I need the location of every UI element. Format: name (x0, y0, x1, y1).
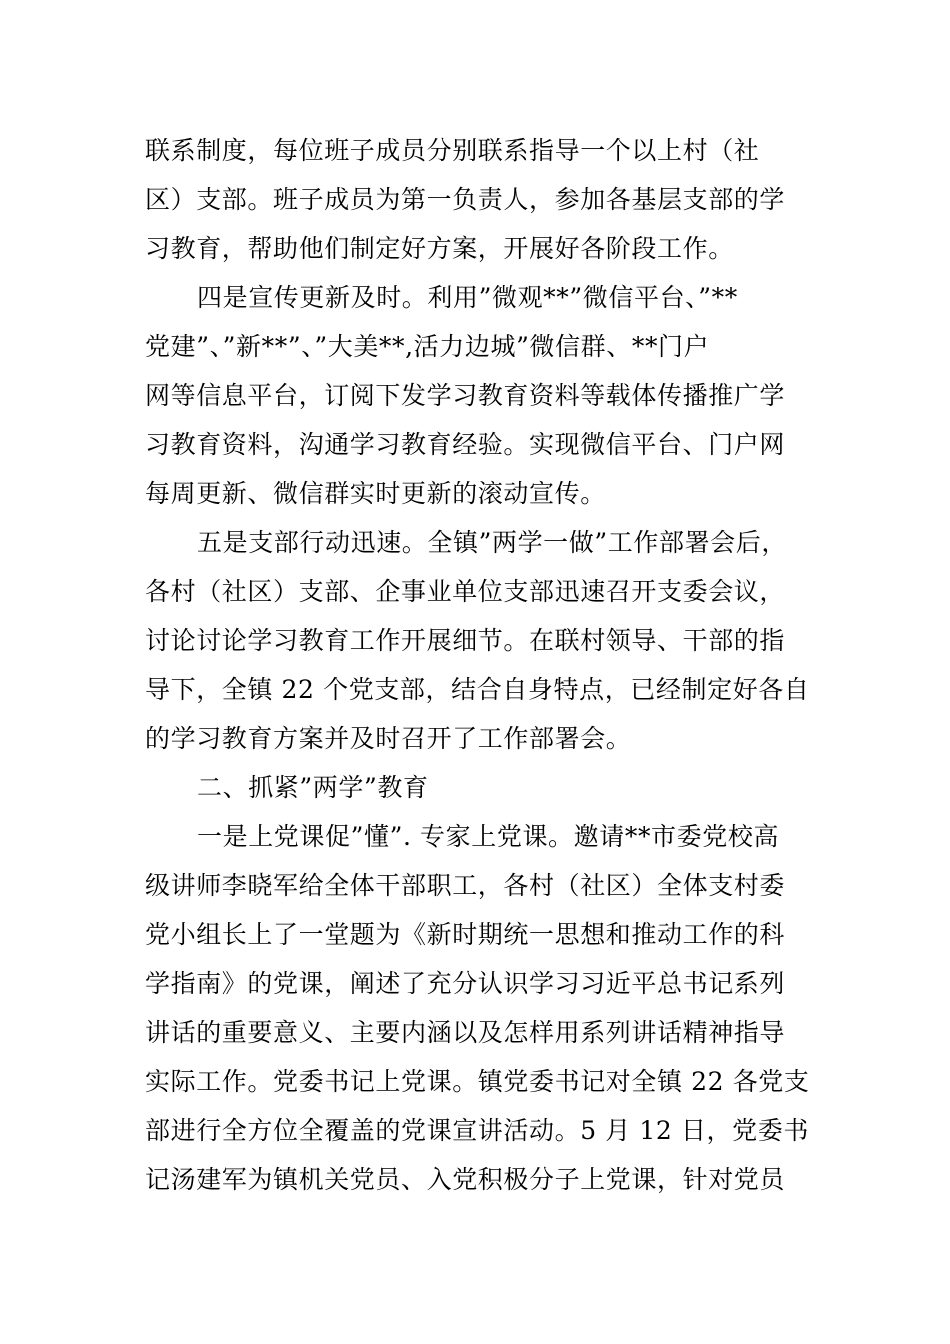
text-line: 导下，全镇 22 个党支部，结合自身特点，已经制定好各自 (145, 675, 810, 704)
document-body (145, 126, 810, 1204)
text-line: 习教育，帮助他们制定好方案，开展好各阶段工作。 (145, 234, 734, 263)
text-line: 五是支部行动迅速。全镇”两学一做”工作部署会后， (197, 528, 787, 557)
text-line: 党小组长上了一堂题为《新时期统一思想和推动工作的科 (145, 920, 786, 949)
text-line: 实际工作。党委书记上党课。镇党委书记对全镇 22 各党支 (145, 1067, 810, 1096)
text-line: 各村（社区）支部、企事业单位支部迅速召开支委会议， (145, 577, 786, 606)
text-line: 党建”、”新**”、”大美**,活力边城”微信群、**门户 (145, 332, 710, 361)
text-line: 讲话的重要意义、主要内涵以及怎样用系列讲话精神指导 (145, 1018, 786, 1047)
text-line: 区）支部。班子成员为第一负责人，参加各基层支部的学 (145, 185, 786, 214)
text-line: 联系制度，每位班子成员分别联系指导一个以上村（社 (145, 136, 760, 165)
text-line: 讨论讨论学习教育工作开展细节。在联村领导、干部的指 (145, 626, 786, 655)
text-line: 的学习教育方案并及时召开了工作部署会。 (145, 724, 632, 753)
text-line: 部进行全方位全覆盖的党课宣讲活动。5 月 12 日，党委书 (145, 1116, 809, 1145)
text-line: 一是上党课促”懂”. 专家上党课。邀请**市委党校高 (197, 822, 780, 851)
text-line: 四是宣传更新及时。利用”微观**”微信平台、”** (197, 283, 738, 312)
text-line: 习教育资料，沟通学习教育经验。实现微信平台、门户网 (145, 430, 786, 459)
text-line: 学指南》的党课，阐述了充分认识学习习近平总书记系列 (145, 969, 786, 998)
text-line: 二、抓紧”两学”教育 (197, 773, 429, 802)
text-line: 级讲师李晓军给全体干部职工，各村（社区）全体支村委 (145, 871, 786, 900)
text-line: 网等信息平台，订阅下发学习教育资料等载体传播推广学 (145, 381, 786, 410)
text-line: 记汤建军为镇机关党员、入党积极分子上党课，针对党员 (145, 1165, 786, 1194)
text-line: 每周更新、微信群实时更新的滚动宣传。 (145, 479, 606, 508)
